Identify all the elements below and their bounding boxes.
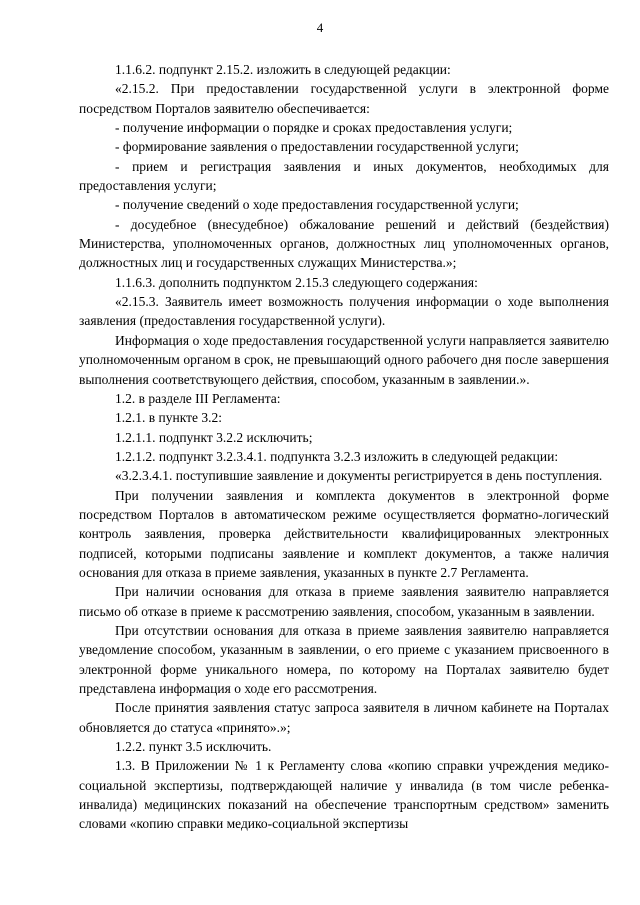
list-item-application-form: - формирование заявления о предоставлении государственной услуги; <box>115 139 519 155</box>
list-item-appeal: - досудебное (внесудебное) обжалование решений и действий (бездействия) Министерства, уполномоченных органов, должностных лиц уполномоченных органов, должностных лиц и государственных служащих Министерства.»; <box>79 216 609 271</box>
page-number: 4 <box>316 20 324 35</box>
paragraph-1-2-1-1: 1.2.1.1. подпункт 3.2.2 исключить; <box>115 429 313 445</box>
document-body <box>79 60 609 834</box>
paragraph-1-1-6-2: 1.1.6.2. подпункт 2.15.2. изложить в следующей редакции: <box>115 62 451 77</box>
paragraph-2-15-3: «2.15.3. Заявитель имеет возможность получения информации о ходе выполнения заявления (предоставления государственной услуги). <box>79 294 609 329</box>
list-item-registration: - прием и регистрация заявления и иных документов, необходимых для предоставления услуги; <box>79 158 609 194</box>
paragraph-refusal: При наличии основания для отказа в приеме заявления заявителю направляется письмо об отказе в приеме к рассмотрению заявления, способом, указанным в заявлении. <box>79 584 609 619</box>
paragraph-1-2-1: 1.2.1. в пункте 3.2: <box>115 410 222 426</box>
paragraph-1-1-6-3: 1.1.6.3. дополнить подпунктом 2.15.3 следующего содержания: <box>115 274 478 290</box>
paragraph-1-3: 1.3. В Приложении № 1 к Регламенту слова «копию справки учреждения медико-социальной экспертизы, подтверждающей наличие у инвалида (в том числе ребенка-инвалида) медицинских показаний на обеспечение транспортным средством» заменить словами «копию справки медико-социальной экспертизы <box>79 758 609 832</box>
paragraph-1-2: 1.2. в разделе III Регламента: <box>115 390 281 406</box>
list-item-info: - получение информации о порядке и сроках предоставления услуги; <box>115 120 513 136</box>
paragraph-1-2-2: 1.2.2. пункт 3.5 исключить. <box>115 739 272 755</box>
paragraph-status-notification: Информация о ходе предоставления государственной услуги направляется заявителю уполномоченным органом в срок, не превышающий одного рабочего дня после завершения выполнения соответствующего действия, способом, указанным в заявлении.». <box>79 332 609 387</box>
paragraph-status-accepted: После принятия заявления статус запроса заявителя в личном кабинете на Порталах обновляется до статуса «принято».»; <box>79 700 609 735</box>
paragraph-electronic-control: При получении заявления и комплекта документов в электронной форме посредством Порталов в автоматическом режиме осуществляется форматно-логический контроль заявления, проверка действительности квалифицированных электронных подписей, которыми подписаны заявление и комплект документов, а также наличия основания для отказа в приеме заявления, указанных в пункте 2.7 Регламента. <box>79 487 609 580</box>
paragraph-acceptance-notice: При отсутствии основания для отказа в приеме заявления заявителю направляется уведомление способом, указанным в заявлении, о его приеме с указанием присвоенного в электронной форме уникального номера, по которому на Порталах заявителю будет представлена информация о ходе его рассмотрения. <box>79 622 609 696</box>
paragraph-2-15-2: «2.15.2. При предоставлении государственной услуги в электронной форме посредством Порталов заявителю обеспечивается: <box>79 81 609 116</box>
paragraph-1-2-1-2: 1.2.1.2. подпункт 3.2.3.4.1. подпункта 3.2.3 изложить в следующей редакции: <box>115 448 559 464</box>
paragraph-3-2-3-4-1: «3.2.3.4.1. поступившие заявление и документы регистрируется в день поступления. <box>115 468 603 484</box>
list-item-status-info: - получение сведений о ходе предоставления государственной услуги; <box>115 197 519 213</box>
